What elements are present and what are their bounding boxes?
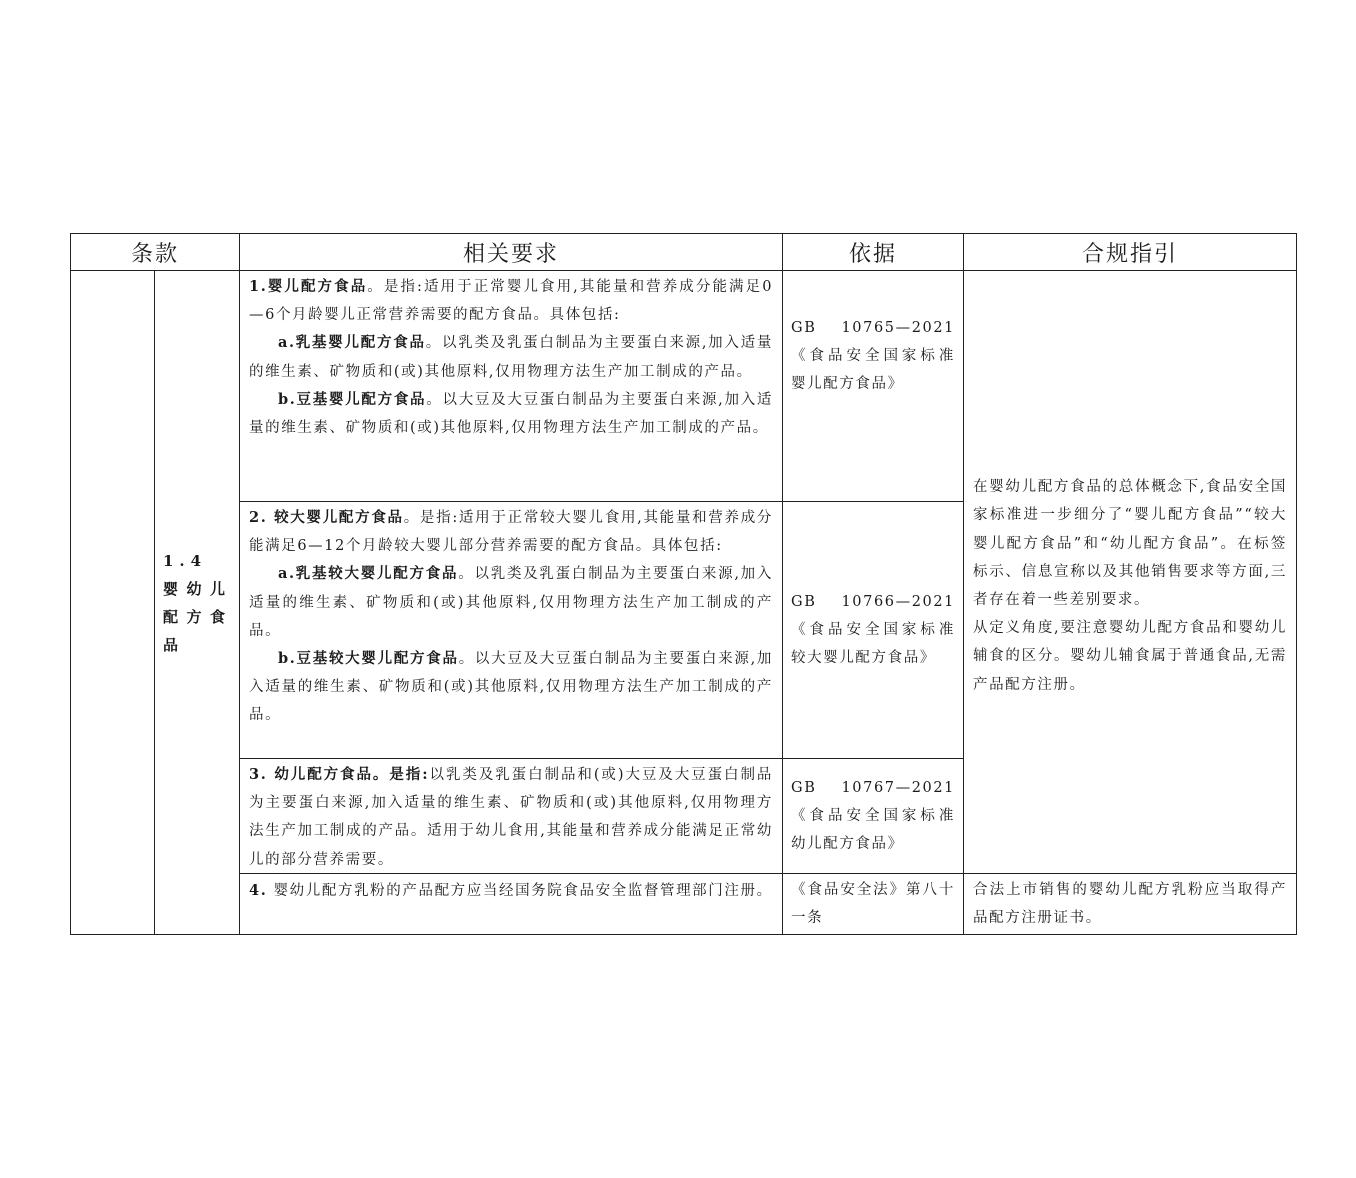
header-clause: 条款 [71, 234, 240, 271]
clause-main-cell [71, 271, 155, 935]
sub-item [249, 329, 773, 385]
requirement-cell [240, 271, 783, 502]
basis-text: GB 10767—2021《食品安全国家标准 幼儿配方食品》 [791, 779, 956, 853]
requirement-cell [240, 502, 783, 759]
clause-sub-cell [155, 271, 240, 935]
clause-sub-label: 1.4 婴幼儿配方食品 [163, 551, 232, 654]
basis-text: 《食品安全法》第八十一条 [791, 882, 956, 927]
requirement-text: 。是指:适用于正常较大婴儿食用,其能量和营养成分能满足6—12个月龄较大婴儿部分营养需要的配方食品。具体包括: [249, 510, 773, 555]
requirement-cell [240, 759, 783, 874]
regulation-table [70, 233, 1297, 935]
requirement-title: 2. 较大婴儿配方食品 [249, 509, 404, 526]
basis-text: GB 10766—2021《食品安全国家标准 较大婴儿配方食品》 [791, 593, 956, 667]
sub-item-text: 。以乳类及乳蛋白制品为主要蛋白来源,加入适量的维生素、矿物质和(或)其他原料,仅用物理方法生产加工制成的产品。 [249, 335, 774, 380]
sub-item-title: b.豆基较大婴儿配方食品 [278, 650, 459, 668]
sub-item [249, 386, 773, 442]
header-row [71, 234, 1297, 271]
sub-item-text: 。以大豆及大豆蛋白制品为主要蛋白来源,加入适量的维生素、矿物质和(或)其他原料,仅用物理方法生产加工制成的产品。 [249, 391, 774, 437]
requirement-text: 婴幼儿配方乳粉的产品配方应当经国务院食品安全监督管理部门注册。 [267, 883, 773, 900]
sub-item [249, 560, 773, 645]
basis-cell [783, 271, 964, 502]
table-row [71, 874, 1297, 935]
sub-item-text: 。以大豆及大豆蛋白制品为主要蛋白来源,加入适量的维生素、矿物质和(或)其他原料,仅用物理方法生产加工制成的产品。 [249, 651, 774, 724]
sub-item-text: 。以乳类及乳蛋白制品为主要蛋白来源,加入适量的维生素、矿物质和(或)其他原料,仅用物理方法生产加工制成的产品。 [249, 566, 774, 639]
requirement-title: 1.婴儿配方食品 [249, 278, 368, 295]
requirement-text: 以乳类及乳蛋白制品和(或)大豆及大豆蛋白制品为主要蛋白来源,加入适量的维生素、矿物质和(或)其他原料,仅用物理方法生产加工制成的产品。适用于幼儿食用,其能量和营养成分能满足正常幼儿的部分营养需要。 [249, 767, 774, 868]
guidance-paragraph: 在婴幼儿配方食品的总体概念下,食品安全国家标准进一步细分了“婴儿配方食品”“较大婴儿配方食品”和“幼儿配方食品”。在标签标示、信息宣称以及其他销售要求等方面,三者存在着一些差别要求。 [973, 479, 1288, 608]
basis-cell [783, 874, 964, 935]
requirement-title: 3. 幼儿配方食品。是指: [249, 766, 430, 783]
sub-item-title: a.乳基较大婴儿配方食品 [278, 565, 459, 583]
sub-item-title: a.乳基婴儿配方食品 [278, 334, 426, 352]
requirement-intro [249, 504, 773, 560]
requirement-text: 。是指:适用于正常婴儿食用,其能量和营养成分能满足0—6个月龄婴儿正常营养需要的配方食品。具体包括: [249, 279, 774, 324]
requirement-intro [249, 273, 773, 329]
guidance-cell [964, 271, 1297, 874]
sub-item [249, 645, 773, 730]
table-row [71, 271, 1297, 502]
requirement-cell [240, 874, 783, 935]
sub-item-title: b.豆基婴儿配方食品 [278, 390, 427, 408]
header-basis: 依据 [783, 234, 964, 271]
basis-text: GB 10765—2021《食品安全国家标准 婴儿配方食品》 [791, 319, 956, 393]
basis-cell [783, 502, 964, 759]
header-requirement: 相关要求 [240, 234, 783, 271]
requirement-title: 4. [249, 882, 268, 900]
guidance-paragraph: 从定义角度,要注意婴幼儿配方食品和婴幼儿辅食的区分。婴幼儿辅食属于普通食品,无需产品配方注册。 [973, 620, 1288, 693]
guidance-cell [964, 874, 1297, 935]
basis-cell [783, 759, 964, 874]
guidance-paragraph: 合法上市销售的婴幼儿配方乳粉应当取得产品配方注册证书。 [973, 882, 1288, 927]
requirement-intro [249, 877, 773, 905]
requirement-intro [249, 761, 773, 874]
header-guidance: 合规指引 [964, 234, 1297, 271]
